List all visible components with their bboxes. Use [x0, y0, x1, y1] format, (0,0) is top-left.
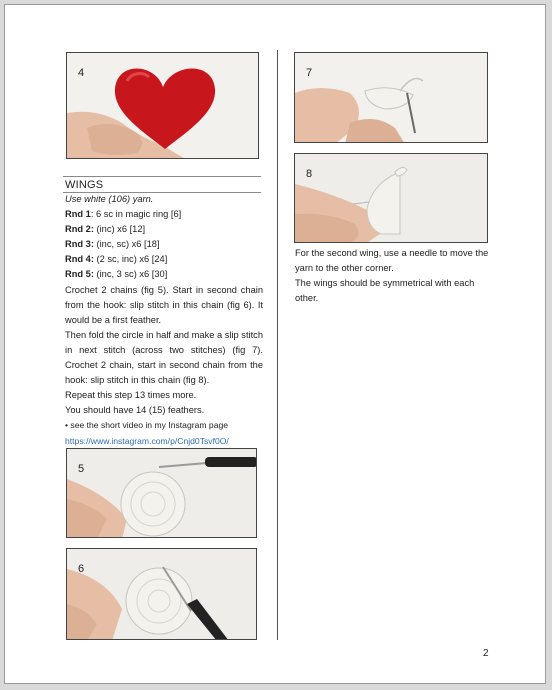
right-paragraph-1: For the second wing, use a needle to move the yarn to the other corner. [295, 248, 489, 274]
round-5 [65, 267, 263, 282]
video-note: • see the short video in my Instagram page [65, 420, 229, 431]
round-2-label: Rnd 2: [65, 224, 94, 235]
figure-5-photo [66, 448, 257, 538]
paragraph-1: Crochet 2 chains (fig 5). Start in second chain from the hook: slip stitch in this chain (fig 6). It would be a first feather. [65, 284, 263, 325]
second-wing-instructions [295, 246, 497, 306]
figure-5-label: 5 [78, 463, 85, 475]
half-circle-illustration [295, 154, 488, 243]
wings-instructions [65, 192, 263, 449]
heart-illustration [67, 53, 259, 159]
paragraph-2: Then fold the circle in half and make a slip stitch in next stitch (across two stitches) (fig 7). Crochet 2 chain, start in second chain from the hook: slip stitch in this chain (fig 8). [65, 329, 263, 386]
round-3-text: (inc, sc) x6 [18] [93, 239, 160, 250]
section-heading-wings: WINGS [63, 176, 261, 193]
first-feather-illustration [67, 549, 257, 640]
round-4 [65, 252, 263, 267]
figure-4-photo [66, 52, 259, 159]
paragraph-4: You should have 14 (15) feathers. [65, 405, 205, 416]
round-2-text: (inc) x6 [12] [93, 224, 146, 235]
instagram-link[interactable]: https://www.instagram.com/p/Cnjd0Tsvf0O/ [65, 435, 229, 446]
round-5-label: Rnd 5: [65, 269, 94, 280]
round-5-text: (inc, 3 sc) x6 [30] [93, 269, 168, 280]
round-1-label: Rnd 1 [65, 209, 91, 220]
round-3 [65, 237, 263, 252]
page-number: 2 [483, 648, 489, 659]
figure-8-label: 8 [306, 168, 313, 180]
figure-6-photo [66, 548, 257, 640]
figure-6-label: 6 [78, 563, 85, 575]
round-2 [65, 222, 263, 237]
round-4-text: (2 sc, inc) x6 [24] [93, 254, 168, 265]
figure-7-label: 7 [306, 67, 313, 79]
yarn-note: Use white (106) yarn. [65, 194, 154, 204]
round-3-label: Rnd 3: [65, 239, 94, 250]
round-1-text: : 6 sc in magic ring [6] [90, 209, 182, 220]
figure-8-photo [294, 153, 488, 243]
circle-hook-illustration [67, 449, 257, 538]
figure-4-label: 4 [78, 67, 85, 79]
round-1 [65, 207, 263, 222]
column-divider [277, 50, 278, 640]
round-4-label: Rnd 4: [65, 254, 94, 265]
paragraph-3: Repeat this step 13 times more. [65, 390, 197, 401]
figure-7-photo [294, 52, 488, 143]
page [4, 4, 546, 684]
fold-illustration [295, 53, 488, 143]
right-paragraph-2: The wings should be symmetrical with each other. [295, 278, 475, 304]
